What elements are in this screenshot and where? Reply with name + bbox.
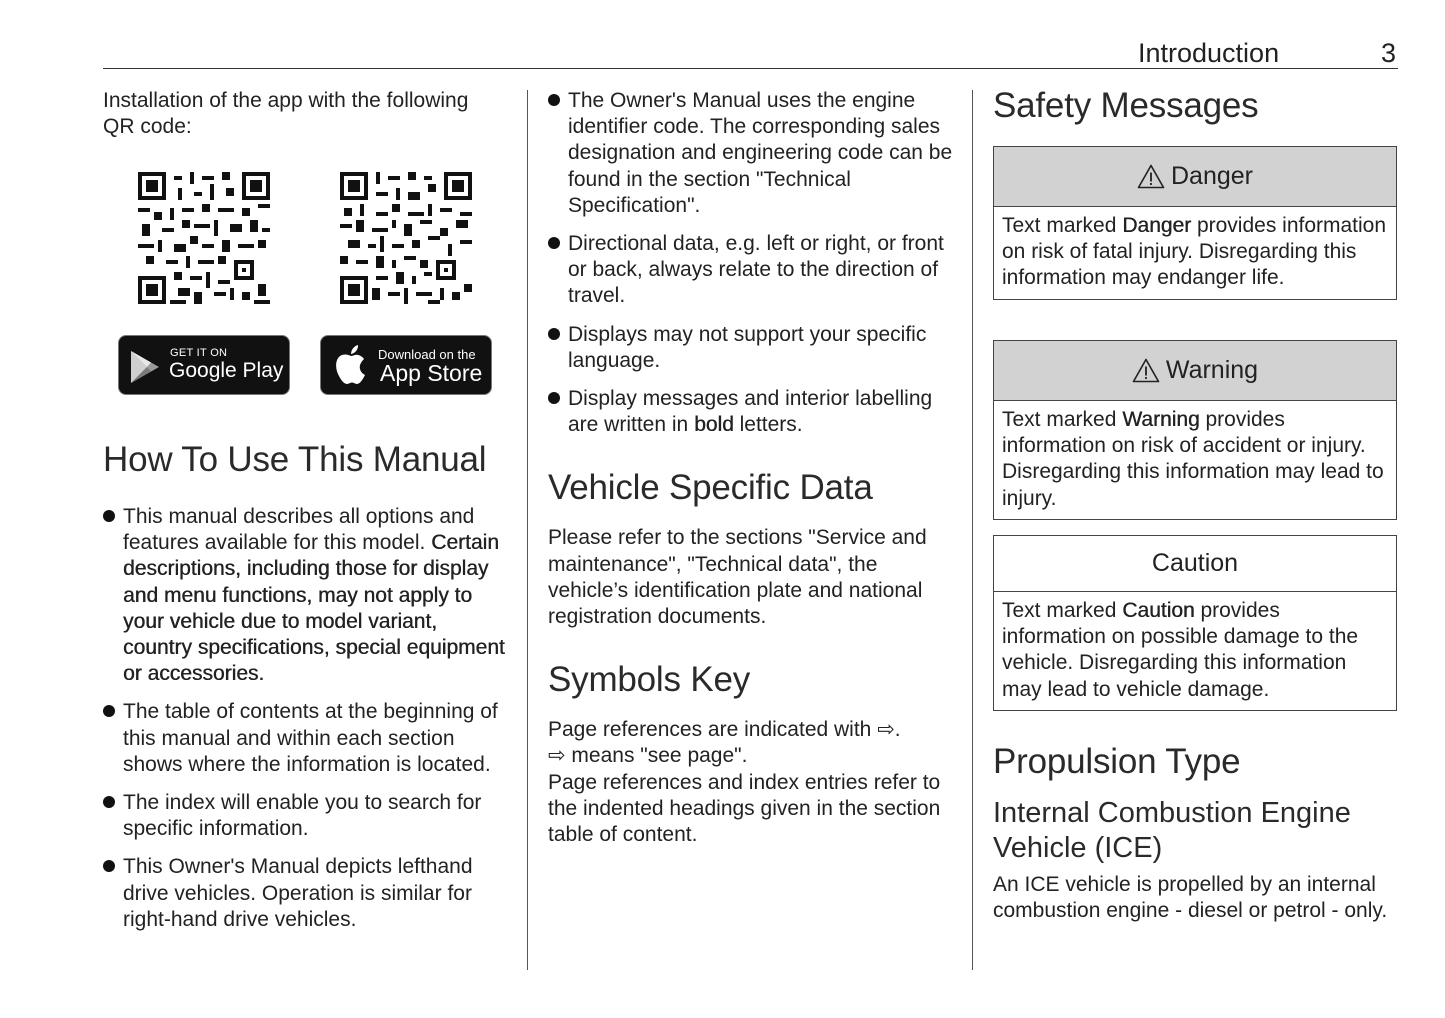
bullet-text: The index will enable you to search for specific information.: [123, 791, 482, 841]
propulsion-section: [993, 742, 1398, 924]
vehicle-specific-data-text: Please refer to the sections "Service and maintenance", "Technical data", the vehicle’s identification plate and national registration documents.: [548, 526, 927, 629]
bullet-display-messages: [548, 386, 953, 438]
bullet-icon: [103, 796, 115, 808]
warning-triangle-icon: [1132, 358, 1160, 383]
danger-text-post: provides information on risk of fatal injury. Disregarding this information may endanger life.: [1002, 214, 1387, 290]
bullet-icon: [548, 392, 560, 404]
caution-keyword: Caution: [1122, 599, 1195, 622]
warning-text-post: provides information on risk of accident or injury. Disregarding this information may lead to injury.: [1002, 408, 1384, 510]
ice-heading: Internal Combustion Engine Vehicle (ICE): [993, 797, 1351, 864]
bullet-text: This Owner's Manual depicts lefthand drive vehicles. Operation is similar for right-hand drive vehicles.: [123, 855, 473, 931]
danger-box: [993, 146, 1397, 300]
warning-box-header: [994, 341, 1396, 401]
danger-title: Danger: [1171, 162, 1253, 190]
caution-box: [993, 535, 1397, 711]
bullet-engine-identifier: [548, 88, 953, 219]
google-play-button[interactable]: [118, 335, 290, 395]
danger-box-header: [994, 147, 1396, 207]
symbols-line-2: ⇨ means "see page".: [548, 744, 748, 768]
warning-triangle-icon: [1137, 164, 1165, 189]
bullet-table-of-contents: [103, 699, 508, 778]
danger-text-pre: Text marked: [1002, 214, 1123, 237]
how-to-use-heading: How To Use This Manual: [103, 440, 487, 479]
symbols-line-3: Page references and index entries refer to the indented headings given in the section table of content.: [548, 770, 941, 847]
column-divider-1: [527, 90, 528, 970]
ice-text: An ICE vehicle is propelled by an internal combustion engine - diesel or petrol - only.: [993, 873, 1388, 923]
bullet-text: Directional data, e.g. left or right, or front or back, always relate to the direction of travel.: [568, 232, 944, 308]
page-number: 3: [1381, 38, 1397, 68]
app-store-small-text: Download on the: [378, 347, 476, 362]
safety-messages-heading: Safety Messages: [993, 86, 1259, 125]
bullet-icon: [103, 860, 115, 872]
bullet-bold-text: bold: [694, 413, 734, 437]
caution-body: [994, 592, 1396, 710]
apple-logo-icon: [333, 344, 369, 386]
bullet-text-end: letters.: [733, 413, 803, 437]
bullet-text: Displays may not support your specific language.: [568, 322, 927, 372]
app-store-big-text: App Store: [380, 360, 483, 386]
bullet-icon: [548, 94, 560, 106]
qr-intro-text: Installation of the app with the following QR code:: [103, 89, 469, 139]
google-play-big-text: Google Play: [169, 359, 284, 382]
bullet-lefthand-drive: [103, 854, 508, 933]
bullet-displays-language: [548, 322, 953, 374]
bullet-icon: [103, 510, 115, 522]
warning-body: [994, 401, 1396, 519]
warning-text-pre: Text marked: [1002, 408, 1123, 431]
warning-box: [993, 340, 1397, 520]
bullet-text: This manual describes all options and features available for this model.: [123, 505, 475, 555]
column-1-lower: [103, 440, 508, 933]
running-header-section: Introduction: [1138, 38, 1280, 68]
bullet-index: [103, 790, 508, 842]
bullet-icon: [103, 705, 115, 717]
caution-text-pre: Text marked: [1002, 599, 1123, 622]
caution-box-header: [994, 536, 1396, 592]
bullet-icon: [548, 237, 560, 249]
bullet-manual-describes: [103, 504, 508, 687]
bullet-text: The Owner's Manual uses the engine identifier code. The corresponding sales designation and engineering code can be found in the section "Technical Specification".: [568, 89, 953, 217]
symbols-line-1: Page references are indicated with ⇨.: [548, 718, 901, 742]
caution-title: Caution: [1151, 549, 1239, 577]
column-2: [548, 88, 953, 848]
danger-body: [994, 207, 1396, 299]
warning-title: Warning: [1165, 356, 1259, 384]
bullet-bold-text: Certain descriptions, including those for display and menu functions, may not apply to your vehicle due to model variant, country specifications, special equipment or accessories.: [123, 531, 505, 686]
column-1: [103, 88, 508, 140]
bullet-icon: [548, 328, 560, 340]
qr-code-google-play[interactable]: [138, 172, 270, 304]
caution-text-post: provides information on possible damage to the vehicle. Disregarding this information may lead to vehicle damage.: [1002, 599, 1359, 701]
bullet-text: Display messages and interior labelling are written in: [568, 387, 933, 437]
app-store-button[interactable]: [320, 335, 492, 395]
header-divider: [103, 68, 1398, 69]
qr-code-app-store[interactable]: [340, 172, 472, 304]
symbols-key-heading: Symbols Key: [548, 660, 751, 700]
column-divider-2: [972, 90, 973, 970]
propulsion-type-heading: Propulsion Type: [993, 742, 1241, 781]
google-play-small-text: GET IT ON: [170, 347, 228, 359]
vehicle-specific-data-heading: Vehicle Specific Data: [548, 468, 873, 508]
bullet-text: The table of contents at the beginning of this manual and within each section shows where the information is located.: [123, 700, 498, 776]
danger-keyword: Danger: [1122, 214, 1192, 237]
warning-keyword: Warning: [1122, 408, 1200, 431]
google-play-logo-icon: [129, 350, 161, 384]
bullet-directional-data: [548, 231, 953, 310]
